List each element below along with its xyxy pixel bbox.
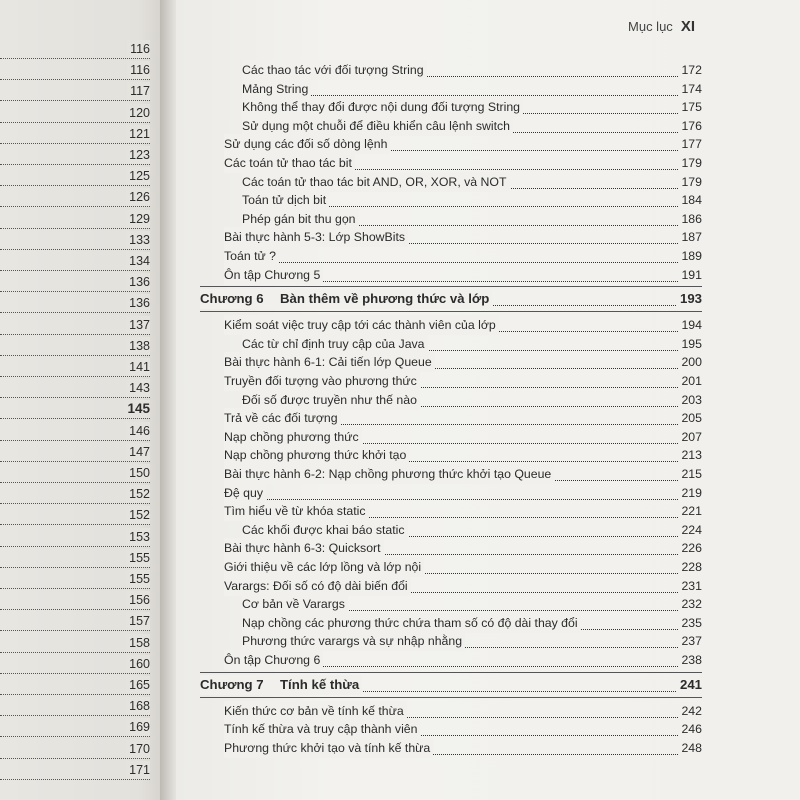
toc-entry bbox=[224, 650, 702, 670]
toc-entry bbox=[242, 79, 702, 99]
toc-entry bbox=[242, 116, 702, 136]
entry-title: Tính kế thừa và truy cập thành viên bbox=[224, 719, 420, 739]
left-page-number: 121 bbox=[126, 125, 150, 143]
page-number: 172 bbox=[678, 60, 702, 80]
entry-title: Bài thực hành 6-3: Quicksort bbox=[224, 538, 384, 558]
left-page-number: 152 bbox=[126, 506, 150, 524]
left-page-number: 156 bbox=[126, 591, 150, 609]
left-page-number: 123 bbox=[126, 146, 150, 164]
entry-title: Các toán tử thao tác bit bbox=[224, 153, 355, 173]
left-page-entry bbox=[0, 697, 150, 716]
left-page-number: 126 bbox=[126, 188, 150, 206]
left-page-entry bbox=[0, 740, 150, 759]
left-page-number: 168 bbox=[126, 697, 150, 715]
left-page-number: 155 bbox=[126, 570, 150, 588]
toc-entry bbox=[242, 190, 702, 210]
left-page-number: 129 bbox=[126, 210, 150, 228]
toc-entry bbox=[242, 613, 702, 633]
toc-entry bbox=[224, 738, 702, 758]
left-page-number: 153 bbox=[126, 528, 150, 546]
page-number: 191 bbox=[678, 265, 702, 285]
left-page-entry bbox=[0, 761, 150, 780]
entry-title: Sử dụng một chuỗi để điều khiển câu lệnh switch bbox=[242, 116, 513, 136]
left-page-entry bbox=[0, 718, 150, 737]
toc-entry bbox=[224, 501, 702, 521]
left-page-number: 143 bbox=[126, 379, 150, 397]
page-number: 177 bbox=[678, 134, 702, 154]
entry-title: Bài thực hành 6-1: Cải tiến lớp Queue bbox=[224, 352, 435, 372]
page-number: 179 bbox=[678, 172, 702, 192]
left-page-number: 120 bbox=[126, 104, 150, 122]
entry-title: Phép gán bit thu gọn bbox=[242, 209, 359, 229]
page-number: 186 bbox=[678, 209, 702, 229]
toc-entry bbox=[224, 483, 702, 503]
left-page-entry bbox=[0, 61, 150, 80]
toc-entry bbox=[242, 334, 702, 354]
toc-entry bbox=[242, 60, 702, 80]
entry-title: Các toán tử thao tác bit AND, OR, XOR, và NOT bbox=[242, 172, 510, 192]
left-page-number: 137 bbox=[126, 316, 150, 334]
chapter-number: Chương 6 bbox=[200, 291, 264, 307]
page-number: 224 bbox=[678, 520, 702, 540]
left-page-number: 145 bbox=[124, 400, 150, 418]
entry-title: Đệ quy bbox=[224, 483, 266, 503]
left-page-number: 117 bbox=[127, 82, 150, 100]
page-number: 193 bbox=[677, 289, 702, 309]
toc-entry bbox=[242, 520, 702, 540]
left-page-number: 152 bbox=[126, 485, 150, 503]
left-page-number: 134 bbox=[126, 252, 150, 270]
left-page-entry bbox=[0, 676, 150, 695]
chapter-title: Tính kế thừa bbox=[280, 676, 360, 692]
entry-title: Nạp chồng các phương thức chứa tham số có độ dài thay đổi bbox=[242, 613, 581, 633]
left-page-number: 116 bbox=[127, 61, 150, 79]
entry-title: Varargs: Đối số có độ dài biến đổi bbox=[224, 576, 411, 596]
left-page-entry bbox=[0, 104, 150, 123]
entry-title: Ôn tập Chương 6 bbox=[224, 650, 323, 670]
entry-title: Tìm hiểu về từ khóa static bbox=[224, 501, 369, 521]
toc-entry bbox=[224, 315, 702, 335]
page-number: 215 bbox=[678, 464, 702, 484]
entry-title: Không thể thay đổi được nội dung đối tượng String bbox=[242, 97, 523, 117]
entry-title: Các khối được khai báo static bbox=[242, 520, 408, 540]
page-number: 207 bbox=[678, 427, 702, 447]
left-page-entry bbox=[0, 570, 150, 589]
left-page-entry bbox=[0, 358, 150, 377]
page-number: 175 bbox=[678, 97, 702, 117]
page-number: 221 bbox=[678, 501, 702, 521]
page-number: 241 bbox=[677, 675, 702, 695]
toc-entry bbox=[224, 445, 702, 465]
toc-entry bbox=[242, 390, 702, 410]
left-page-entry bbox=[0, 82, 150, 101]
entry-title: Truyền đối tượng vào phương thức bbox=[224, 371, 420, 391]
toc-entry bbox=[224, 227, 702, 247]
toc-entry bbox=[224, 134, 702, 154]
left-page-entry bbox=[0, 294, 150, 313]
page-number: 200 bbox=[678, 352, 702, 372]
toc-chapter-entry bbox=[200, 289, 702, 309]
page-number: 213 bbox=[678, 445, 702, 465]
page-number: 189 bbox=[678, 246, 702, 266]
toc-entry bbox=[224, 701, 702, 721]
left-page-entry bbox=[0, 485, 150, 504]
chapter-heading bbox=[200, 289, 492, 309]
header-page-roman: XI bbox=[680, 18, 695, 35]
left-page-entry bbox=[0, 634, 150, 653]
entry-title: Ôn tập Chương 5 bbox=[224, 265, 323, 285]
left-page-number: 169 bbox=[126, 718, 150, 736]
toc-entry bbox=[224, 153, 702, 173]
left-page-entry bbox=[0, 528, 150, 547]
page-number: 219 bbox=[678, 483, 702, 503]
left-page-entry bbox=[0, 443, 150, 462]
left-page-entry bbox=[0, 422, 150, 441]
entry-title: Mảng String bbox=[242, 79, 311, 99]
page-number: 238 bbox=[678, 650, 702, 670]
entry-title: Cơ bản về Varargs bbox=[242, 594, 348, 614]
left-page-entry bbox=[0, 210, 150, 229]
dot-leader bbox=[224, 262, 702, 263]
left-page-entry bbox=[0, 40, 150, 59]
left-page-number: 136 bbox=[126, 294, 150, 312]
toc-entry bbox=[242, 594, 702, 614]
page-number: 248 bbox=[678, 738, 702, 758]
left-page-entry bbox=[0, 400, 150, 419]
toc-entry bbox=[242, 209, 702, 229]
left-page-number: 165 bbox=[126, 676, 150, 694]
toc-entry bbox=[224, 265, 702, 285]
left-page-number: 116 bbox=[127, 40, 150, 58]
entry-title: Kiểm soát việc truy cập tới các thành viên của lớp bbox=[224, 315, 499, 335]
toc-entry bbox=[224, 352, 702, 372]
left-page-entry bbox=[0, 549, 150, 568]
page-number: 242 bbox=[678, 701, 702, 721]
chapter-rule-bottom bbox=[200, 311, 702, 312]
page-number: 228 bbox=[678, 557, 702, 577]
left-page-number: 155 bbox=[126, 549, 150, 567]
entry-title: Các thao tác với đối tượng String bbox=[242, 60, 427, 80]
page-number: 176 bbox=[678, 116, 702, 136]
left-page-entry bbox=[0, 379, 150, 398]
entry-title: Đối số được truyền như thế nào bbox=[242, 390, 420, 410]
left-page-entry bbox=[0, 591, 150, 610]
page-number: 231 bbox=[678, 576, 702, 596]
left-page-entry bbox=[0, 612, 150, 631]
toc-entry bbox=[224, 538, 702, 558]
entry-title: Bài thực hành 5-3: Lớp ShowBits bbox=[224, 227, 408, 247]
page-number: 179 bbox=[678, 153, 702, 173]
left-page-number: 138 bbox=[126, 337, 150, 355]
entry-title: Giới thiệu về các lớp lồng và lớp nội bbox=[224, 557, 424, 577]
left-page-number: 141 bbox=[126, 358, 150, 376]
left-page-number: 170 bbox=[126, 740, 150, 758]
entry-title: Trả về các đối tượng bbox=[224, 408, 341, 428]
toc-entry bbox=[242, 97, 702, 117]
left-page-entry bbox=[0, 231, 150, 250]
left-page-entry bbox=[0, 337, 150, 356]
chapter-rule-top bbox=[200, 672, 702, 673]
page-number: 205 bbox=[678, 408, 702, 428]
page-header bbox=[628, 18, 695, 35]
left-page-entry bbox=[0, 167, 150, 186]
left-page-entry bbox=[0, 655, 150, 674]
left-page-entry bbox=[0, 252, 150, 271]
entry-title: Nạp chồng phương thức bbox=[224, 427, 362, 447]
page-number: 237 bbox=[678, 631, 702, 651]
page-number: 187 bbox=[678, 227, 702, 247]
left-page-number: 125 bbox=[126, 167, 150, 185]
toc-entry bbox=[224, 408, 702, 428]
entry-title: Toán tử ? bbox=[224, 246, 279, 266]
left-page-number: 150 bbox=[126, 464, 150, 482]
left-page-number: 171 bbox=[126, 761, 150, 779]
entry-title: Bài thực hành 6-2: Nạp chồng phương thức khởi tạo Queue bbox=[224, 464, 554, 484]
left-page-entry bbox=[0, 464, 150, 483]
left-page-number: 133 bbox=[126, 231, 150, 249]
toc-entry bbox=[224, 576, 702, 596]
entry-title: Phương thức khởi tạo và tính kế thừa bbox=[224, 738, 433, 758]
toc-entry bbox=[242, 172, 702, 192]
header-label: Mục lục bbox=[628, 19, 673, 34]
left-page bbox=[0, 0, 174, 800]
toc-entry bbox=[242, 631, 702, 651]
page-number: 195 bbox=[678, 334, 702, 354]
left-page-number: 147 bbox=[126, 443, 150, 461]
page-number: 235 bbox=[678, 613, 702, 633]
chapter-number: Chương 7 bbox=[200, 676, 264, 692]
right-page bbox=[176, 0, 800, 800]
entry-title: Kiến thức cơ bản về tính kế thừa bbox=[224, 701, 407, 721]
page-number: 246 bbox=[678, 719, 702, 739]
entry-title: Nạp chồng phương thức khởi tạo bbox=[224, 445, 409, 465]
chapter-rule-bottom bbox=[200, 697, 702, 698]
entry-title: Toán tử dịch bit bbox=[242, 190, 329, 210]
left-page-entry bbox=[0, 188, 150, 207]
page-number: 194 bbox=[678, 315, 702, 335]
left-page-number: 158 bbox=[126, 634, 150, 652]
left-page-entry bbox=[0, 506, 150, 525]
page-number: 184 bbox=[678, 190, 702, 210]
chapter-heading bbox=[200, 675, 362, 695]
toc-entry bbox=[224, 246, 702, 266]
left-page-number: 146 bbox=[126, 422, 150, 440]
toc-entry bbox=[224, 371, 702, 391]
entry-title: Các từ chỉ định truy cập của Java bbox=[242, 334, 428, 354]
left-page-entry bbox=[0, 273, 150, 292]
left-page-entry bbox=[0, 125, 150, 144]
left-page-number: 157 bbox=[126, 612, 150, 630]
entry-title: Sử dụng các đối số dòng lệnh bbox=[224, 134, 390, 154]
chapter-title: Bàn thêm về phương thức và lớp bbox=[280, 291, 490, 307]
toc-entry bbox=[224, 464, 702, 484]
page-number: 232 bbox=[678, 594, 702, 614]
toc-entry bbox=[224, 719, 702, 739]
left-page-number: 136 bbox=[126, 273, 150, 291]
entry-title: Phương thức varargs và sự nhập nhằng bbox=[242, 631, 465, 651]
chapter-rule-top bbox=[200, 286, 702, 287]
toc-entry bbox=[224, 557, 702, 577]
dot-leader bbox=[224, 499, 702, 500]
page-number: 201 bbox=[678, 371, 702, 391]
left-page-entry bbox=[0, 316, 150, 335]
page-number: 174 bbox=[678, 79, 702, 99]
toc-entry bbox=[224, 427, 702, 447]
page-number: 226 bbox=[678, 538, 702, 558]
left-page-number: 160 bbox=[126, 655, 150, 673]
page-number: 203 bbox=[678, 390, 702, 410]
toc-chapter-entry bbox=[200, 675, 702, 695]
left-page-entry bbox=[0, 146, 150, 165]
